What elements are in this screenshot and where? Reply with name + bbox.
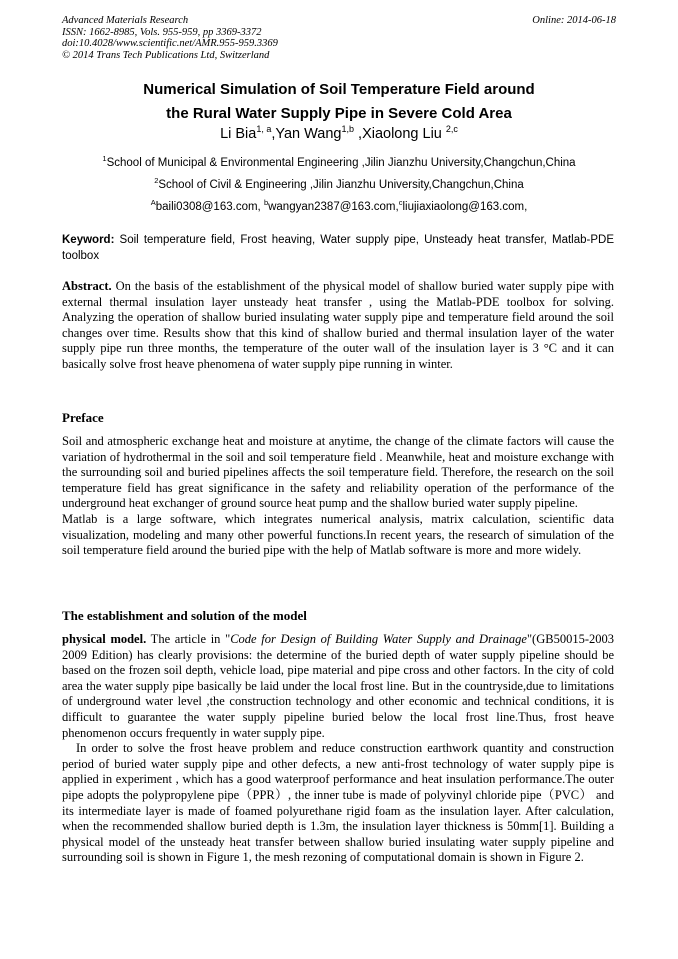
author-3: Xiaolong Liu (362, 126, 446, 142)
preface-heading: Preface (62, 410, 104, 425)
journal-header (62, 15, 278, 61)
author-3-sup: 2,c (445, 124, 458, 134)
journal-name: Advanced Materials Research (62, 15, 189, 26)
preface-paragraph-1: Soil and atmospheric exchange heat and moisture at anytime, the change of the climate factors will cause the variation of hydrothermal in the soil and soil temperature field . Meanwhile, heat and moisture exchange with the surrounding soil and buried pipelines affects the soil temperature field. Therefore, the research on the soil temperature field has great significance in the safety and reliability operation of the performance of the underground heat exchanger of ground source heat pump and the shallow buried water supply pipeline. (62, 434, 614, 511)
keywords (62, 233, 614, 264)
author-emails: $^A$baili0308@163.com, $^b$wangyan2387@163.com,$^c$liujiaxiaolong@163.com, (150, 198, 528, 213)
email-c[interactable]: liujiaxiaolong@163.com, (402, 201, 528, 213)
model-heading: The establishment and solution of the model (62, 608, 307, 623)
abstract-text: On the basis of the establishment of the physical model of shallow buried water supply pipe with external thermal insulation layer unsteady heat transfer , using the Matlab-PDE toolbox for solving. Analyzing the operation of shallow buried insulating water supply pipe and temperature field around the soil changes over time. Results show that this kind of shallow buried and thermal insulation layer of the water supply pipe run three months, the temperature of the outer wall of the insulation layer is 3 °C and it can basically solve frost heave phenomena of water supply pipe running in winter. (62, 279, 614, 371)
author-1: Li Bia (220, 126, 257, 142)
model-body (62, 632, 614, 866)
email-a[interactable]: baili0308@163.com, (155, 201, 264, 213)
author-list: Li Bia$^{1, a}$,Yan Wang$^{1,b}$ ,Xiaolong Liu $^{2,c}$ (220, 124, 458, 142)
keywords-label: Keyword: (62, 234, 115, 246)
preface-body (62, 434, 614, 559)
journal-doi: doi:10.4028/www.scientific.net/AMR.955-959.3369 (62, 38, 278, 49)
physical-model-label: physical model. (62, 632, 147, 646)
journal-issn: ISSN: 1662-8985, Vols. 955-959, pp 3369-3372 (62, 26, 262, 38)
author-2-sup: 1,b (341, 124, 354, 134)
affiliation-1: $^1$School of Municipal & Environmental Engineering ,Jilin Jianzhu University,Changchun,China (102, 154, 576, 169)
affiliation-2: $^2$School of Civil & Engineering ,Jilin Jianzhu University,Changchun,China (154, 176, 524, 191)
online-date: Online: 2014-06-18 (532, 15, 616, 26)
preface-paragraph-2: Matlab is a large software, which integrates numerical analysis, matrix calculation, scientific data visualization, modeling and many other powerful functions.In recent years, the research of simulation of the soil temperature field around the buried pipe with the help of Matlab software is more and more widely. (62, 511, 614, 558)
author-1-sup: 1, a (256, 124, 272, 134)
keywords-text: Soil temperature field, Frost heaving, Water supply pipe, Unsteady heat transfer, Matlab-PDE toolbox (62, 234, 614, 262)
email-b[interactable]: wangyan2387@163.com, (268, 201, 399, 213)
author-2: Yan Wang (275, 126, 342, 142)
paper-title-line-2: the Rural Water Supply Pipe in Severe Cold Area (166, 105, 512, 122)
code-reference: Code for Design of Building Water Supply and Drainage (230, 632, 527, 646)
abstract-label: Abstract. (62, 279, 112, 293)
paper-title-line-1: Numerical Simulation of Soil Temperature Field around (143, 81, 535, 98)
abstract (62, 279, 614, 373)
journal-copyright: © 2014 Trans Tech Publications Ltd, Switzerland (62, 49, 270, 61)
model-paragraph-1: physical model. The article in "Code for Design of Building Water Supply and Drainage"(GB50015-2003 2009 Edition) has clearly provisions: the determine of the buried depth of water supply pipeline should be based on the frozen soil depth, vehicle load, pipe material and pipe cross and other factors. In the city of cold area the water supply pipe basically be laid under the local frost line. But in the countryside,due to limitations of underground water level ,the construction technology and other economic and technical conditions, it is difficult to guarantee the water supply pipeline buried below the local frost line.Thus, frost heave phenomenon occurs frequently in water supply pipe. (62, 632, 614, 740)
model-paragraph-2: In order to solve the frost heave problem and reduce construction earthwork quantity and construction period of buried water supply pipe and other defects, a new anti-frost technology of water supply pipe is applied in experiment , which has a good waterproof performance and heat insulation performance.The outer pipe adopts the polypropylene pipe（PPR）, the inner tube is made of polyvinyl chloride pipe（PVC） and its intermediate layer is made of foamed polyurethane rigid foam as the insulation layer. After calculation, when the recommended shallow buried depth is 1.3m, the insulation layer thickness is 50mm[1]. Building a physical model of the unsteady heat transfer between shallow buried insulating water supply pipeline and surrounding soil is shown in Figure 1, the mesh rezoning of computational domain is shown in Figure 2. (62, 741, 614, 865)
